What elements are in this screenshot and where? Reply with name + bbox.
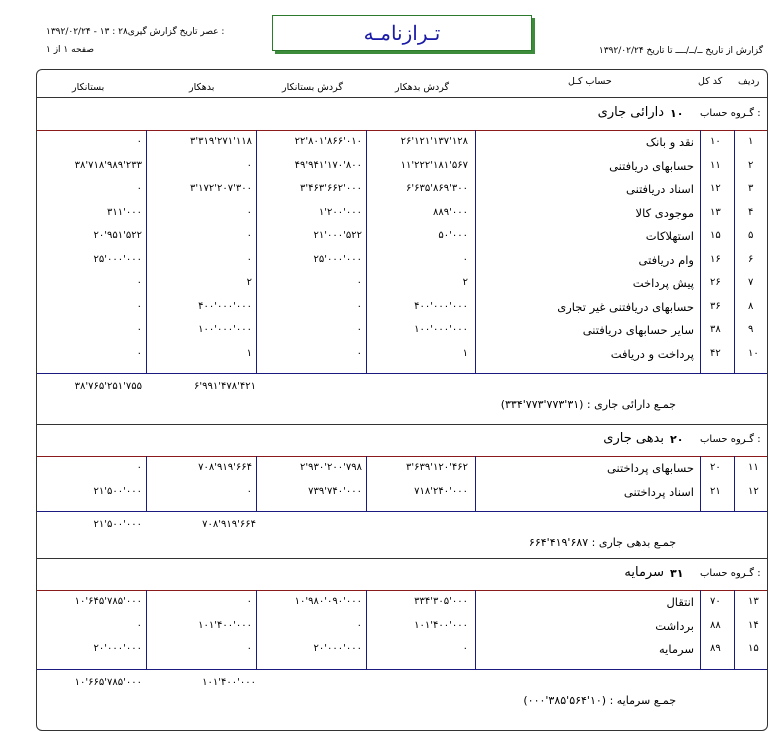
- column-divider: [256, 456, 257, 511]
- account-code: ۸۹: [710, 643, 721, 654]
- account-code: ۱۵: [710, 230, 721, 241]
- group-sum: جمـع بدهی جاری : ۶۸۷'۴۱۹'۶۶۴: [528, 536, 676, 549]
- col-credit: بستانکار: [72, 82, 105, 93]
- row-number: ۲: [748, 159, 754, 171]
- debit: ۱۰۱'۴۰۰'۰۰۰: [198, 619, 252, 631]
- credit: ۲۵'۰۰۰'۰۰۰: [93, 253, 142, 265]
- column-divider: [700, 590, 701, 669]
- account-name: سرمایه: [658, 642, 694, 656]
- group-label: گـروه حساب :: [700, 434, 761, 445]
- turnover-debit: ۰: [462, 253, 468, 265]
- turnover-debit: ۲۶'۱۲۱'۱۳۷'۱۲۸: [400, 136, 468, 147]
- account-code: ۱۰: [710, 136, 721, 147]
- row-number: ۶: [748, 253, 754, 265]
- account-code: ۲۰: [710, 462, 721, 473]
- row-number: ۷: [748, 277, 754, 288]
- row-number: ۱۲: [748, 485, 759, 497]
- account-code: ۲۶: [710, 277, 721, 288]
- debit: ۰: [246, 643, 252, 654]
- credit: ۰: [136, 619, 142, 631]
- turnover-debit: ۸۸۹'۰۰۰: [433, 206, 468, 218]
- group-sum: جمـع دارائی جاری : (۳۱'۷۷۳'۷۷۳'۳۳۴): [500, 398, 676, 411]
- account-code: ۳۶: [710, 300, 721, 312]
- turnover-debit: ۷۱۸'۲۴۰'۰۰۰: [414, 485, 468, 497]
- account-name: اسناد پرداختنی: [623, 484, 694, 499]
- turnover-debit: ۱۰۰'۰۰۰'۰۰۰: [414, 324, 468, 335]
- debit: ۲: [246, 277, 252, 288]
- credit: ۰: [136, 324, 142, 335]
- debit: ۰: [246, 485, 252, 497]
- column-divider: [146, 456, 147, 511]
- row-number: ۱: [748, 136, 754, 147]
- account-name: انتقال: [666, 595, 694, 609]
- total-debit: ۶'۹۹۱'۴۷۸'۴۲۱: [194, 381, 256, 392]
- row-number: ۵: [748, 230, 754, 241]
- total-debit: ۱۰۱'۴۰۰'۰۰۰: [202, 676, 256, 688]
- column-divider: [146, 590, 147, 669]
- account-name: حسابهای دریافتنی غیر تجاری: [557, 299, 694, 314]
- debit: ۱: [246, 347, 252, 359]
- debit: ۰: [246, 230, 252, 241]
- turnover-credit: ۲'۹۳۰'۲۰۰'۷۹۸: [300, 462, 362, 473]
- credit: ۰: [136, 462, 142, 473]
- group-table-bottom: [37, 669, 767, 670]
- column-divider: [475, 130, 476, 373]
- group-name: بدهی جاری: [603, 431, 664, 446]
- col-turnover-credit: گردش بستانکار: [282, 82, 343, 93]
- account-name: استهلاکات: [645, 229, 694, 243]
- group-table-bottom: [37, 511, 767, 512]
- account-name: برداشت: [655, 618, 694, 633]
- group-label: گـروه حساب :: [700, 568, 761, 579]
- turnover-debit: ۱۱'۲۲۲'۱۸۱'۵۶۷: [400, 159, 468, 171]
- account-code: ۴۲: [710, 347, 721, 359]
- credit: ۰: [136, 300, 142, 312]
- group-separator: [37, 558, 767, 559]
- row-number: ۹: [748, 324, 754, 335]
- turnover-debit: ۴۰۰'۰۰۰'۰۰۰: [414, 300, 468, 312]
- credit: ۳۱۱'۰۰۰: [107, 206, 142, 218]
- debit: ۴۰۰'۰۰۰'۰۰۰: [198, 300, 252, 312]
- credit: ۰: [136, 277, 142, 288]
- column-divider: [700, 456, 701, 511]
- row-number: ۱۰: [748, 347, 759, 359]
- credit: ۳۸'۷۱۸'۹۸۹'۲۳۳: [74, 159, 142, 171]
- column-divider: [256, 590, 257, 669]
- turnover-credit: ۰: [356, 300, 362, 312]
- column-divider: [734, 130, 735, 373]
- turnover-credit: ۲۱'۰۰۰'۵۲۲: [313, 230, 362, 241]
- group-table-bottom: [37, 373, 767, 374]
- credit: ۰: [136, 183, 142, 194]
- column-divider: [734, 590, 735, 669]
- credit: ۰: [136, 347, 142, 359]
- credit: ۲۰'۰۰۰'۰۰۰: [93, 643, 142, 654]
- column-divider: [256, 130, 257, 373]
- row-number: ۱۳: [748, 596, 759, 607]
- turnover-credit: ۰: [356, 347, 362, 359]
- group-code: ۱۰: [670, 107, 684, 120]
- group-name: دارائی جاری: [597, 105, 664, 120]
- header-divider: [37, 97, 767, 98]
- account-name: اسناد دریافتنی: [626, 182, 694, 196]
- turnover-credit: ۰: [356, 277, 362, 288]
- row-number: ۱۴: [748, 619, 759, 631]
- turnover-debit: ۳'۶۳۹'۱۲۰'۴۶۲: [406, 462, 468, 473]
- turnover-credit: ۱'۲۰۰'۰۰۰: [318, 206, 362, 218]
- account-code: ۳۸: [710, 324, 721, 335]
- turnover-credit: ۲۵'۰۰۰'۰۰۰: [313, 253, 362, 265]
- account-code: ۱۲: [710, 183, 721, 194]
- turnover-credit: ۲۲'۸۰۱'۸۶۶'۰۱۰: [294, 136, 362, 147]
- credit: ۱۰'۶۴۵'۷۸۵'۰۰۰: [74, 596, 142, 607]
- group-sum: جمـع سرمایه : (۱۰'۵۶۴'۳۸۵'۰۰۰): [523, 693, 676, 707]
- account-code: ۱۶: [710, 253, 721, 265]
- account-code: ۲۱: [710, 485, 721, 497]
- column-divider: [475, 456, 476, 511]
- account-code: ۷۰: [710, 596, 721, 607]
- col-account: حساب کـل: [568, 76, 612, 87]
- account-name: سایر حسابهای دریافتنی: [582, 323, 694, 337]
- group-label: گـروه حساب :: [700, 108, 761, 119]
- column-divider: [366, 130, 367, 373]
- col-code: کد کل: [698, 76, 723, 87]
- total-credit: ۲۱'۵۰۰'۰۰۰: [93, 519, 142, 530]
- group-code: ۳۱: [670, 567, 684, 580]
- column-divider: [366, 456, 367, 511]
- total-debit: ۷۰۸'۹۱۹'۶۶۴: [202, 519, 256, 530]
- report-range: گزارش از تاریخ ــ/ــ/ــــ تا تاریخ ۱۳۹۲/۰۲/۲۴: [598, 46, 763, 56]
- debit: ۰: [246, 596, 252, 607]
- turnover-debit: ۵۰'۰۰۰: [438, 230, 468, 241]
- column-divider: [366, 590, 367, 669]
- turnover-credit: ۰: [356, 619, 362, 631]
- print-date-label: تاریخ گزارش گیری :: [127, 27, 225, 37]
- print-date: [46, 27, 224, 37]
- col-debit: بدهکار: [189, 82, 215, 93]
- total-credit: ۳۸'۷۶۵'۲۵۱'۷۵۵: [74, 381, 142, 392]
- row-number: ۱۱: [748, 462, 759, 473]
- turnover-debit: ۰: [462, 643, 468, 654]
- column-divider: [700, 130, 701, 373]
- account-name: نقد و بانک: [645, 135, 694, 149]
- debit: ۳'۱۷۲'۲۰۷'۳۰۰: [190, 183, 252, 194]
- credit: ۲۰'۹۵۱'۵۲۲: [93, 230, 142, 241]
- turnover-debit: ۱۰۱'۴۰۰'۰۰۰: [414, 619, 468, 631]
- debit: ۰: [246, 253, 252, 265]
- column-divider: [475, 590, 476, 669]
- account-name: پرداخت و دریافت: [610, 346, 694, 361]
- page-number: صفحه ۱ از ۱: [46, 45, 94, 55]
- total-credit: ۱۰'۶۶۵'۷۸۵'۰۰۰: [74, 676, 142, 688]
- debit: ۷۰۸'۹۱۹'۶۶۴: [198, 462, 252, 473]
- account-name: پیش پرداخت: [632, 276, 694, 290]
- debit: ۰: [246, 159, 252, 171]
- turnover-debit: ۶'۶۳۵'۸۶۹'۳۰۰: [406, 183, 468, 194]
- group-code: ۲۰: [670, 433, 684, 446]
- turnover-credit: ۲۰'۰۰۰'۰۰۰: [313, 643, 362, 654]
- turnover-debit: ۳۳۴'۳۰۵'۰۰۰: [414, 596, 468, 607]
- turnover-credit: ۴۹'۹۴۱'۱۷۰'۸۰۰: [294, 159, 362, 171]
- col-turnover-debit: گردش بدهکار: [395, 82, 449, 93]
- account-name: حسابهای پرداختنی: [606, 461, 694, 475]
- turnover-credit: ۷۳۹'۷۴۰'۰۰۰: [308, 485, 362, 497]
- col-row: ردیف: [738, 76, 760, 87]
- row-number: ۴: [748, 206, 754, 218]
- account-code: ۱۱: [710, 159, 721, 171]
- credit: ۲۱'۵۰۰'۰۰۰: [93, 485, 142, 497]
- account-code: ۱۳: [710, 206, 721, 218]
- credit: ۰: [136, 136, 142, 147]
- account-code: ۸۸: [710, 619, 721, 631]
- row-number: ۱۵: [748, 643, 759, 654]
- debit: ۳'۳۱۹'۲۷۱'۱۱۸: [190, 136, 252, 147]
- turnover-credit: ۰: [356, 324, 362, 335]
- turnover-debit: ۲: [462, 277, 468, 288]
- row-number: ۸: [748, 300, 754, 312]
- column-divider: [734, 456, 735, 511]
- group-name: سرمایه: [624, 565, 664, 580]
- account-name: موجودی کالا: [635, 205, 694, 220]
- debit: ۰: [246, 206, 252, 218]
- column-divider: [146, 130, 147, 373]
- print-date-value: ۱۳۹۲/۰۲/۲۴ - ۱۳ : ۲۸عصر: [46, 27, 219, 37]
- turnover-credit: ۱۰'۹۸۰'۰۹۰'۰۰۰: [294, 596, 362, 607]
- report-title: تـرازنامـه: [272, 15, 532, 51]
- row-number: ۳: [748, 183, 754, 194]
- turnover-debit: ۱: [462, 347, 468, 359]
- account-name: حسابهای دریافتنی: [609, 158, 694, 173]
- account-name: وام دریافتی: [638, 252, 694, 267]
- turnover-credit: ۳'۴۶۳'۶۶۲'۰۰۰: [300, 183, 362, 194]
- debit: ۱۰۰'۰۰۰'۰۰۰: [198, 324, 252, 335]
- group-separator: [37, 424, 767, 425]
